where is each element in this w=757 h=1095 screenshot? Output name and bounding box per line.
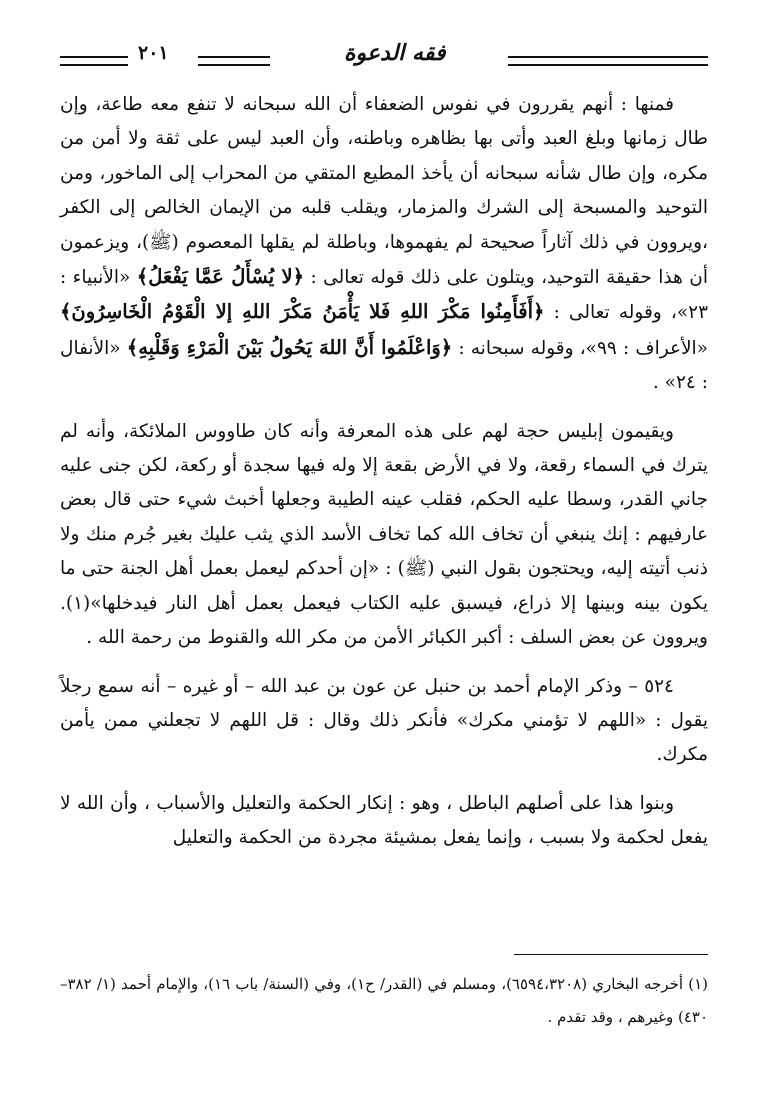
text-run: وبنوا هذا على أصلهم الباطل ، وهو : إنكار الحكمة والتعليل والأسباب ، وأن الله لا يفعل لحكمة ولا بسبب ، وإنما يفعل بمشيئة مجردة من الحكمة والتعليل: [60, 792, 708, 849]
text-run: فمنها : أنهم يقررون في نفوس الضعفاء أن الله سبحانه لا تنفع معه طاعة، وإن طال زمانها وبلغ العبد وأتى بها بظاهره وباطنه، وأن العبد ليس على ثقة ولا أمن من مكره، وإن طال شأنه سبحانه أن يأخذ المطيع المتقي من المحراب إلى الماخور، ومن التوحيد والمسبحة إلى الشرك والمزمار، ويقلب قلبه من الإيمان الخالص إلى الكفر ،ويروون في ذلك آثاراً صحيحة لم يفهموها، وباطلة لم يقلها المعصوم (ﷺ)، ويزعمون أن هذا حقيقة التوحيد، ويتلون على ذلك قوله تعالى :: [60, 94, 709, 289]
quran-verse: ﴿أَفَأَمِنُوا مَكْرَ اللهِ فَلا يَأْمَنُ مَكْرَ اللهِ إلا الْقَوْمُ الْخَاسِرُونَ﴾: [60, 300, 545, 324]
page-header: [60, 40, 708, 76]
paragraph: [60, 670, 708, 773]
main-text: [60, 88, 708, 870]
footnote-separator: [514, 954, 708, 955]
text-run: «الأعراف : ٩٩»، وقوله سبحانه :: [452, 337, 708, 359]
running-title: فقه الدعوة: [344, 40, 446, 66]
text-run: «الأنفال : ٢٤» .: [60, 337, 708, 394]
paragraph: [60, 415, 708, 656]
paragraph: [60, 88, 708, 401]
text-run: ويقيمون إبليس حجة لهم على هذه المعرفة وأنه كان طاووس الملائكة، وأنه لم يترك في السماء رقعة، ولا في الأرض بقعة إلا وله فيها سجدة أو ركعة، لكن جنى عليه جاني القدر، وسطا عليه الحكم، فقلب عينه الطيبة وجعلها أخبث شيء حتى قال بعض عارفيهم : إنك ينبغي أن تخاف الله كما تخاف الأسد الذي يثب عليك بغير جُرم منك ولا ذنب أتيته إليه، ويحتجون بقول النبي (ﷺ) : «إن أحدكم ليعمل بعمل أهل الجنة حتى ما يكون بينه وبينها إلا ذراع، فيسبق عليه الكتاب فيعمل بعمل أهل النار فيدخلها»(١). ويروون عن بعض السلف : أكبر الكبائر الأمن من مكر الله والقنوط من رحمة الله .: [60, 420, 708, 649]
footnotes: [60, 968, 708, 1034]
footnote: (١) أخرجه البخاري (٦٥٩٤،٣٢٠٨)، ومسلم في (القدر/ ح١)، وفي (السنة/ باب ١٦)، والإمام أحمد (١/ ٣٨٢–٤٣٠) وغيرهم ، وقد تقدم .: [60, 975, 708, 1026]
header-rule-left: [60, 56, 128, 66]
paragraph: [60, 787, 708, 856]
page-number: ٢٠١: [138, 42, 169, 64]
header-rule-right: [508, 56, 708, 66]
text-run: ٥٢٤ – وذكر الإمام أحمد بن حنبل عن عون بن عبد الله – أو غيره – أنه سمع رجلاً يقول : «اللهم لا تؤمني مكرك» فأنكر ذلك وقال : قل اللهم لا تجعلني ممن يأمن مكرك.: [60, 675, 708, 766]
quran-verse: ﴿لا يُسْأَلُ عَمَّا يَفْعَلُ﴾: [136, 265, 305, 289]
text-run: «الأنبياء : ٢٣»، وقوله تعالى :: [60, 267, 709, 324]
header-rule-middle: [198, 56, 270, 66]
quran-verse: ﴿وَاعْلَمُوا أَنَّ اللهَ يَحُولُ بَيْنَ الْمَرْءِ وَقَلْبِهِ﴾: [126, 335, 453, 359]
